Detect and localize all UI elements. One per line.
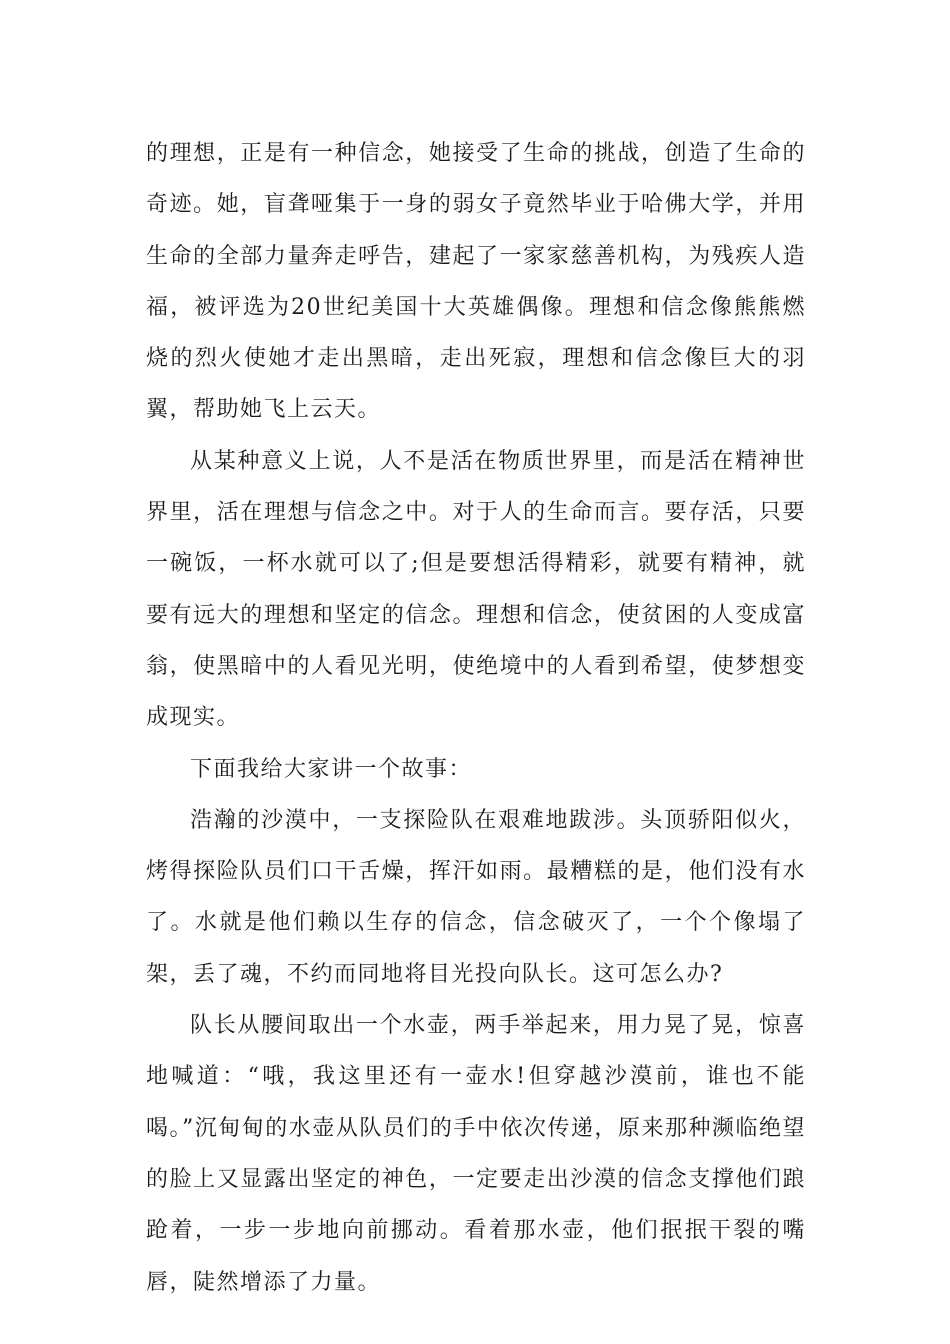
document-body — [146, 128, 806, 1308]
paragraph-story-intro: 下面我给大家讲一个故事： — [190, 756, 473, 782]
paragraph-desert-expedition: 浩瀚的沙漠中，一支探险队在艰难地跋涉。头顶骄阳似火，烤得探险队员们口干舌燥，挥汗如雨。最糟糕的是，他们没有水了。水就是他们赖以生存的信念，信念破灭了，一个个像塌了架，丢了魂，不约而同地将目光投向队长。这可怎么办? — [146, 807, 806, 987]
paragraph-water-bottle: 队长从腰间取出一个水壶，两手举起来，用力晃了晃，惊喜地喊道：“哦，我这里还有一壶水!但穿越沙漠前，谁也不能喝。”沉甸甸的水壶从队员们的手中依次传递，原来那种濒临绝望的脸上又显露出坚定的神色，一定要走出沙漠的信念支撑他们踉跄着，一步一步地向前挪动。看着那水壶，他们抿抿干裂的嘴唇，陡然增添了力量。 — [146, 1013, 806, 1295]
paragraph-spiritual-world: 从某种意义上说，人不是活在物质世界里，而是活在精神世界里，活在理想与信念之中。对于人的生命而言。要存活，只要一碗饭，一杯水就可以了;但是要想活得精彩，就要有精神，就要有远大的理想和坚定的信念。理想和信念，使贫困的人变成富翁，使黑暗中的人看见光明，使绝境中的人看到希望，使梦想变成现实。 — [146, 448, 806, 731]
paragraph-continuation: 的理想，正是有一种信念，她接受了生命的挑战，创造了生命的奇迹。她，盲聋哑集于一身的弱女子竟然毕业于哈佛大学，并用生命的全部力量奔走呼告，建起了一家家慈善机构，为残疾人造福，被评选为20世纪美国十大英雄偶像。理想和信念像熊熊燃烧的烈火使她才走出黑暗，走出死寂，理想和信念像巨大的羽翼，帮助她飞上云天。 — [146, 141, 806, 423]
